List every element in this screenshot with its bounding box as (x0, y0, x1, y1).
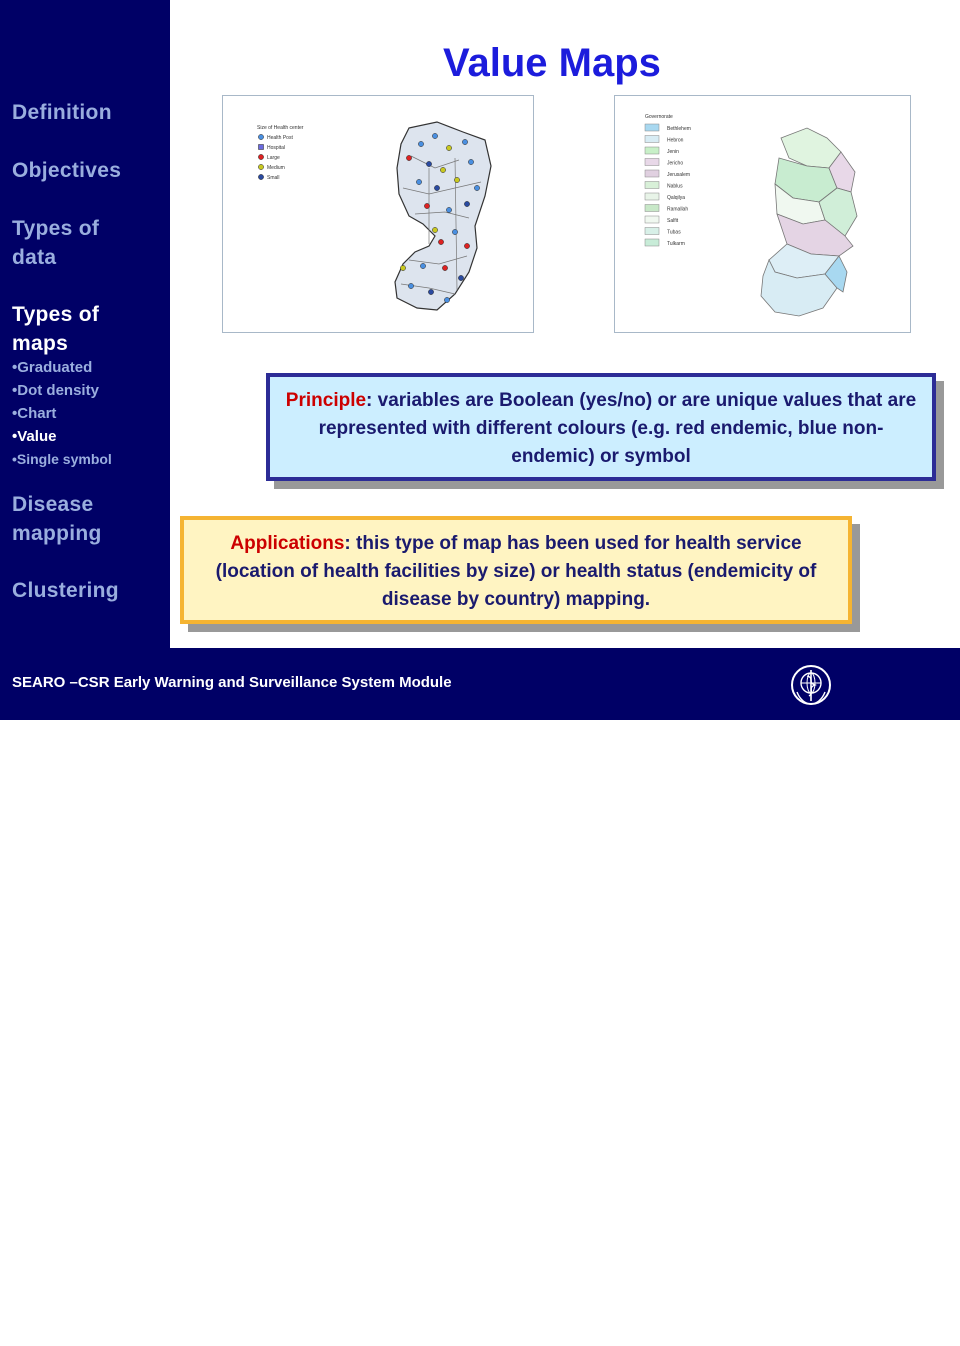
right-legend-swatch (645, 170, 659, 177)
submenu-chart[interactable]: •Chart (12, 405, 57, 422)
principle-text (280, 387, 922, 471)
nav-types-of-data[interactable]: Types of data (12, 217, 100, 269)
right-legend-swatch (645, 239, 659, 246)
svg-text:Small: Small (267, 175, 280, 181)
who-emblem-icon (788, 662, 834, 708)
right-legend-swatch (645, 159, 659, 166)
right-legend-label: Tulkarm (667, 241, 685, 247)
right-legend-label: Bethlehem (667, 126, 691, 132)
footer-module-title: SEARO –CSR Early Warning and Surveillance System Module (12, 674, 452, 691)
governorates-map-graphic (615, 96, 910, 332)
governorates-map (614, 95, 911, 333)
right-legend-label: Jerusalem (667, 172, 691, 178)
principle-keyword: Principle (285, 390, 367, 411)
right-map-regions (761, 128, 857, 316)
right-legend-label: Jenin (667, 149, 679, 155)
submenu-single-symbol[interactable]: •Single symbol (12, 451, 112, 467)
right-legend-swatch (645, 216, 659, 223)
right-legend-swatch (645, 182, 659, 189)
submenu-graduated[interactable]: •Graduated (12, 359, 93, 376)
left-map-legend (258, 134, 293, 181)
health-facilities-map-graphic (223, 96, 533, 332)
right-legend-label: Ramallah (667, 206, 689, 213)
footer (0, 648, 960, 1346)
principle-box (266, 373, 936, 481)
svg-text:Medium: Medium (267, 165, 285, 171)
right-legend-swatch (645, 193, 659, 200)
right-legend-label: Jericho (667, 160, 684, 167)
right-legend-label: Salfit (667, 218, 679, 224)
applications-text (194, 530, 838, 614)
types-of-maps-submenu (12, 356, 112, 471)
slide-title: Value Maps (443, 41, 661, 85)
right-legend-label: Nablus (667, 183, 683, 190)
right-legend-swatch (645, 136, 659, 143)
right-legend-swatch (645, 228, 659, 235)
who-logo-text: World Health Organization (842, 1309, 947, 1346)
right-legend-label: Hebron (667, 137, 684, 144)
right-legend-label: Qalqilya (667, 195, 686, 201)
right-legend-label: Tubas (667, 229, 681, 236)
nav-clustering[interactable]: Clustering (12, 579, 119, 602)
svg-text:Health Post: Health Post (267, 135, 293, 141)
left-map-region-shape (395, 122, 491, 310)
applications-box (180, 516, 852, 624)
principle-description: : variables are Boolean (yes/no) or are unique values that are represented with different colours (e.g. red endemic, blue non-endemic) or symbol (318, 390, 917, 467)
right-map-legend-title: Governorate (645, 114, 673, 120)
nav-types-of-maps[interactable]: Types of maps (12, 303, 100, 355)
left-map-legend-title: Size of Health center (257, 125, 304, 131)
nav-definition[interactable]: Definition (12, 101, 112, 124)
applications-keyword: Applications (230, 533, 345, 554)
right-legend-swatch (645, 124, 659, 131)
right-map-legend (645, 124, 691, 247)
nav-disease-mapping[interactable]: Disease mapping (12, 493, 102, 545)
health-facilities-map (222, 95, 534, 333)
svg-text:Hospital: Hospital (267, 145, 286, 151)
applications-description: : this type of map has been used for health service (location of health facilities by size) or health status (endemicity of disease by country) mapping. (215, 533, 817, 610)
submenu-dot-density[interactable]: •Dot density (12, 382, 99, 399)
submenu-value[interactable]: •Value (12, 428, 57, 445)
svg-text:Large: Large (267, 155, 280, 161)
right-legend-swatch (645, 205, 659, 212)
sidebar (0, 0, 170, 648)
nav-objectives[interactable]: Objectives (12, 159, 122, 182)
right-legend-swatch (645, 147, 659, 154)
